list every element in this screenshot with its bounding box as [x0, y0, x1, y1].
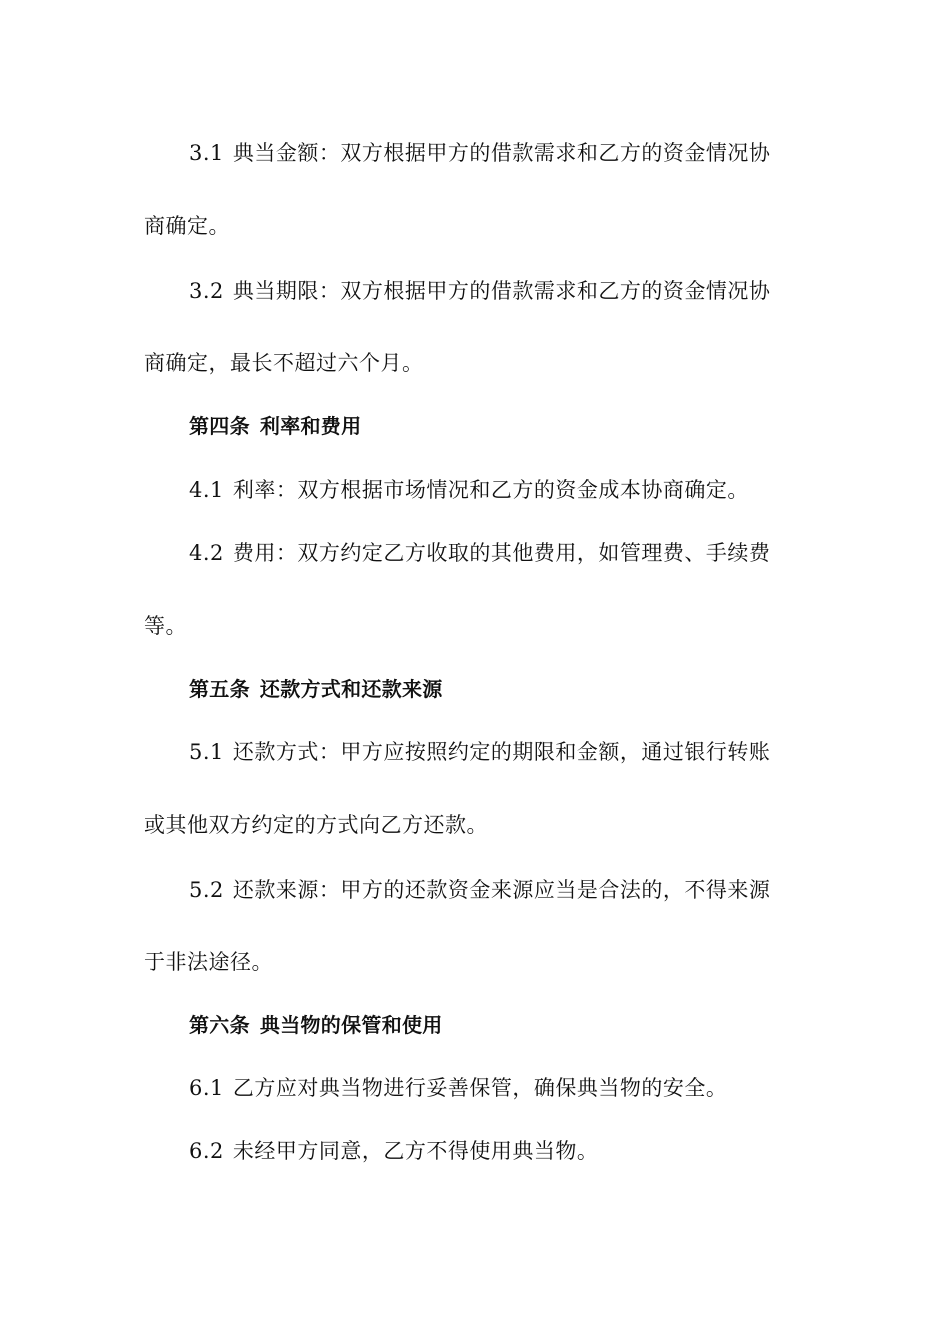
clause-number: 3.2 [189, 279, 224, 303]
clause-number: 3.1 [189, 141, 224, 165]
clause-4-2-continuation: 等。 [144, 614, 187, 638]
clause-text: 乙方应对典当物进行妥善保管，确保典当物的安全。 [232, 1076, 728, 1100]
clause-number: 5.1 [189, 740, 224, 764]
clause-text: 利率：双方根据市场情况和乙方的资金成本协商确定。 [232, 478, 749, 502]
clause-5-2 [189, 877, 770, 903]
clause-5-1-continuation: 或其他双方约定的方式向乙方还款。 [144, 813, 488, 837]
clause-3-1-continuation: 商确定。 [144, 214, 230, 238]
clause-3-2-continuation: 商确定，最长不超过六个月。 [144, 351, 424, 375]
clause-5-1 [189, 739, 770, 765]
clause-6-1 [189, 1075, 727, 1101]
clause-5-2-continuation: 于非法途径。 [144, 950, 273, 974]
clause-6-2 [189, 1138, 598, 1164]
clause-text: 费用：双方约定乙方收取的其他费用，如管理费、手续费 [232, 541, 771, 565]
article-label: 第五条 [189, 677, 250, 701]
clause-number: 4.1 [189, 478, 224, 502]
clause-number: 6.1 [189, 1076, 224, 1100]
clause-3-2 [189, 278, 770, 304]
clause-number: 5.2 [189, 878, 224, 902]
article-title: 还款方式和还款来源 [259, 677, 443, 701]
clause-text: 还款方式：甲方应按照约定的期限和金额，通过银行转账 [232, 740, 771, 764]
article-title: 利率和费用 [259, 414, 362, 438]
article-title: 典当物的保管和使用 [259, 1013, 443, 1037]
article-6-heading [189, 1012, 443, 1038]
article-label: 第六条 [189, 1013, 250, 1037]
clause-4-1 [189, 477, 749, 503]
clause-number: 6.2 [189, 1139, 224, 1163]
article-label: 第四条 [189, 414, 250, 438]
clause-text: 典当金额：双方根据甲方的借款需求和乙方的资金情况协 [232, 141, 771, 165]
clause-text: 典当期限：双方根据甲方的借款需求和乙方的资金情况协 [232, 279, 771, 303]
clause-text: 未经甲方同意，乙方不得使用典当物。 [232, 1139, 599, 1163]
article-4-heading [189, 413, 361, 439]
clause-3-1 [189, 140, 770, 166]
clause-text: 还款来源：甲方的还款资金来源应当是合法的，不得来源 [232, 878, 771, 902]
article-5-heading [189, 676, 443, 702]
clause-number: 4.2 [189, 541, 224, 565]
clause-4-2 [189, 540, 770, 566]
